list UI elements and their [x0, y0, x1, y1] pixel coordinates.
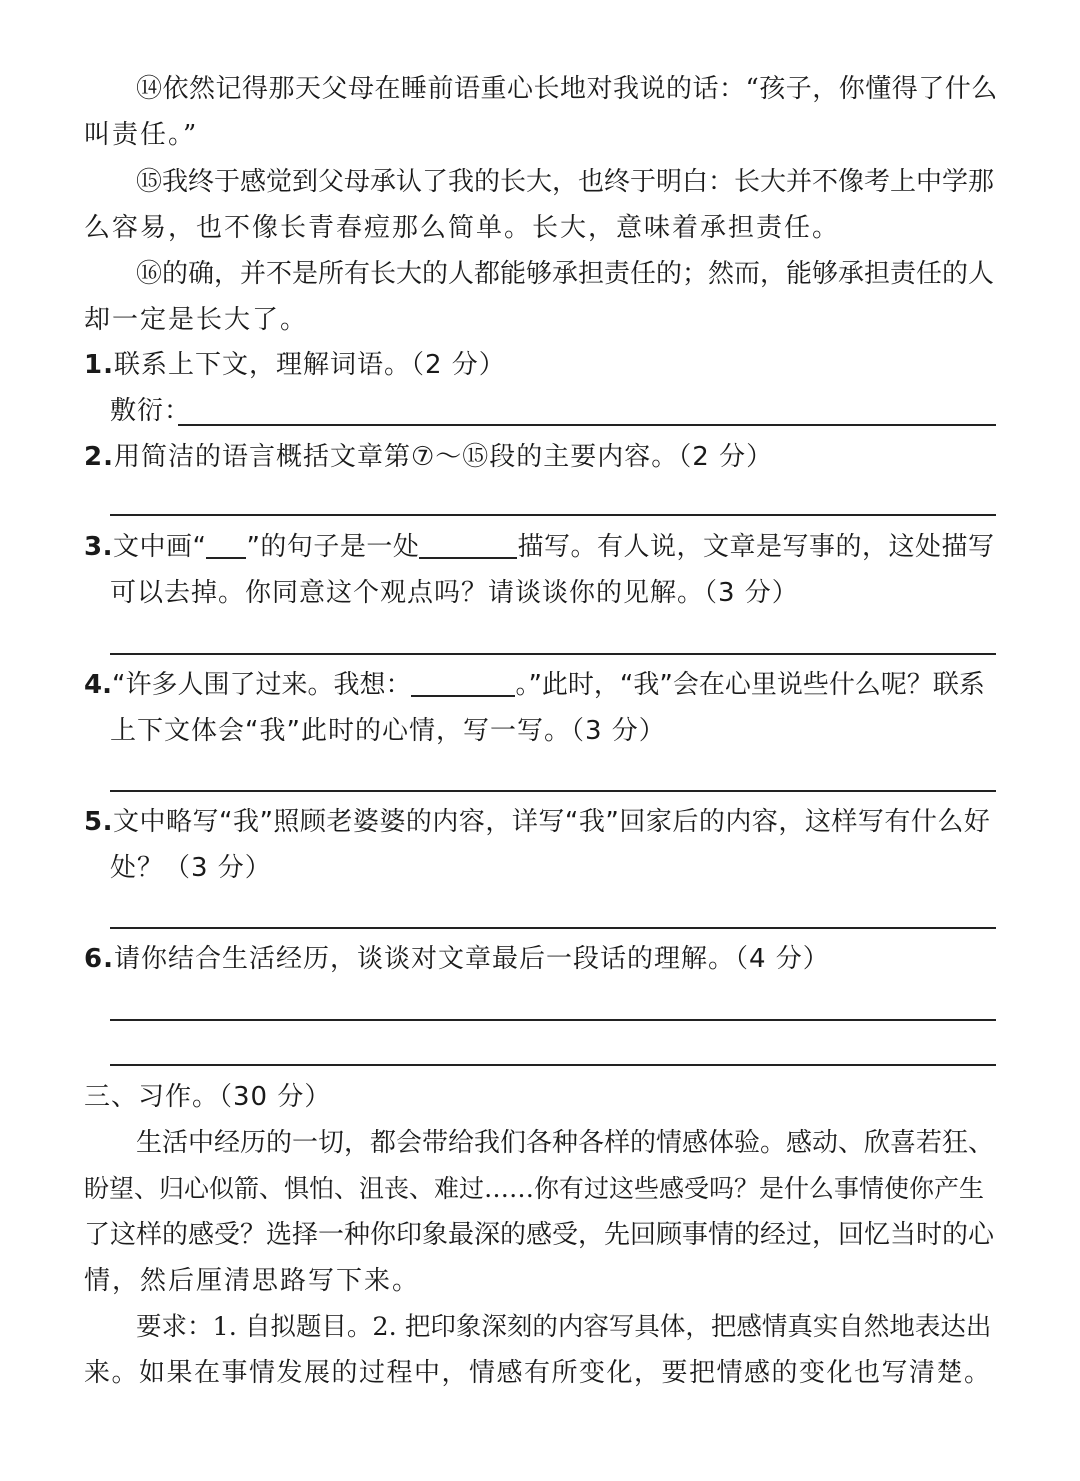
passage-p16-line2: 却一定是长大了。	[84, 305, 309, 335]
question-1-text: 联系上下文，理解词语。（2 分）	[113, 350, 506, 380]
section-3-requirements-line2: 来。如果在事情发展的过程中，情感有所变化，要把情感的变化也写清楚。	[84, 1358, 992, 1388]
question-5-text: 文中略写“我”照顾老婆婆的内容，详写“我”回家后的内容，这样写有什么好	[112, 807, 991, 837]
question-5-number: 5.	[84, 807, 113, 837]
question-4-fill-blank[interactable]	[411, 669, 515, 697]
question-3-part1: 文中画“	[112, 532, 207, 562]
answer-line-q4[interactable]	[110, 790, 996, 792]
question-3-part2: ”的句子是一处	[246, 532, 420, 562]
section-3-para1-line4: 情，然后厘清思路写下来。	[84, 1266, 421, 1296]
question-2-text: 用简洁的语言概括文章第⑦～⑮段的主要内容。（2 分）	[113, 442, 774, 472]
question-3-number: 3.	[84, 532, 113, 562]
question-4-part1: “许多人围了过来。我想：	[111, 670, 412, 700]
answer-line-q1[interactable]	[178, 424, 996, 426]
question-3-fill-blank[interactable]	[419, 531, 517, 559]
answer-line-q6-2[interactable]	[110, 1064, 996, 1066]
answer-line-q2[interactable]	[110, 514, 996, 516]
question-3-underline-blank	[206, 531, 246, 559]
answer-line-q3[interactable]	[110, 653, 996, 655]
question-1-word-label: 敷衍：	[110, 396, 192, 426]
question-2	[84, 440, 773, 474]
section-3-requirements-line1: 要求：1. 自拟题目。2. 把印象深刻的内容写具体，把感情真实自然地表达出	[136, 1312, 992, 1342]
passage-p16-line1: ⑯的确，并不是所有长大的人都能够承担责任的；然而，能够承担责任的人	[136, 259, 995, 289]
question-2-number: 2.	[84, 442, 114, 472]
question-4-line1	[84, 668, 985, 702]
question-5-line2: 处？（3 分）	[110, 853, 272, 883]
section-3-para1-line2: 盼望、归心似箭、惧怕、沮丧、难过……你有过这些感受吗？是什么事情使你产生	[84, 1174, 985, 1203]
question-4-number: 4.	[84, 670, 112, 700]
answer-line-q6-1[interactable]	[110, 1019, 996, 1021]
answer-line-q5[interactable]	[110, 927, 996, 929]
question-6-text: 请你结合生活经历，谈谈对文章最后一段话的理解。（4 分）	[113, 944, 830, 974]
question-4-line2: 上下文体会“我”此时的心情，写一写。（3 分）	[110, 716, 666, 746]
question-3-line2: 可以去掉。你同意这个观点吗？请谈谈你的见解。（3 分）	[110, 578, 799, 608]
question-3-line1	[84, 530, 994, 564]
question-5-line1	[84, 805, 990, 839]
question-3-part3: 描写。有人说，文章是写事的，这处描写	[517, 532, 995, 562]
passage-p14-line2: 叫责任。”	[84, 120, 199, 150]
passage-p15-line2: 么容易，也不像长青春痘那么简单。长大，意味着承担责任。	[84, 213, 841, 243]
question-1-number: 1.	[84, 350, 114, 380]
section-3-title: 三、习作。（30 分）	[84, 1082, 332, 1112]
question-6	[84, 942, 830, 976]
question-1	[84, 348, 506, 382]
passage-p14-line1: ⑭依然记得那天父母在睡前语重心长地对我说的话：“孩子，你懂得了什么	[136, 74, 998, 104]
question-4-part2: 。”此时，“我”会在心里说些什么呢？联系	[515, 670, 985, 700]
section-3-para1-line1: 生活中经历的一切，都会带给我们各种各样的情感体验。感动、欣喜若狂、	[136, 1128, 995, 1158]
question-6-number: 6.	[84, 944, 114, 974]
section-3-para1-line3: 了这样的感受？选择一种你印象最深的感受，先回顾事情的经过，回忆当时的心	[84, 1220, 995, 1250]
passage-p15-line1: ⑮我终于感觉到父母承认了我的长大，也终于明白：长大并不像考上中学那	[136, 167, 995, 197]
